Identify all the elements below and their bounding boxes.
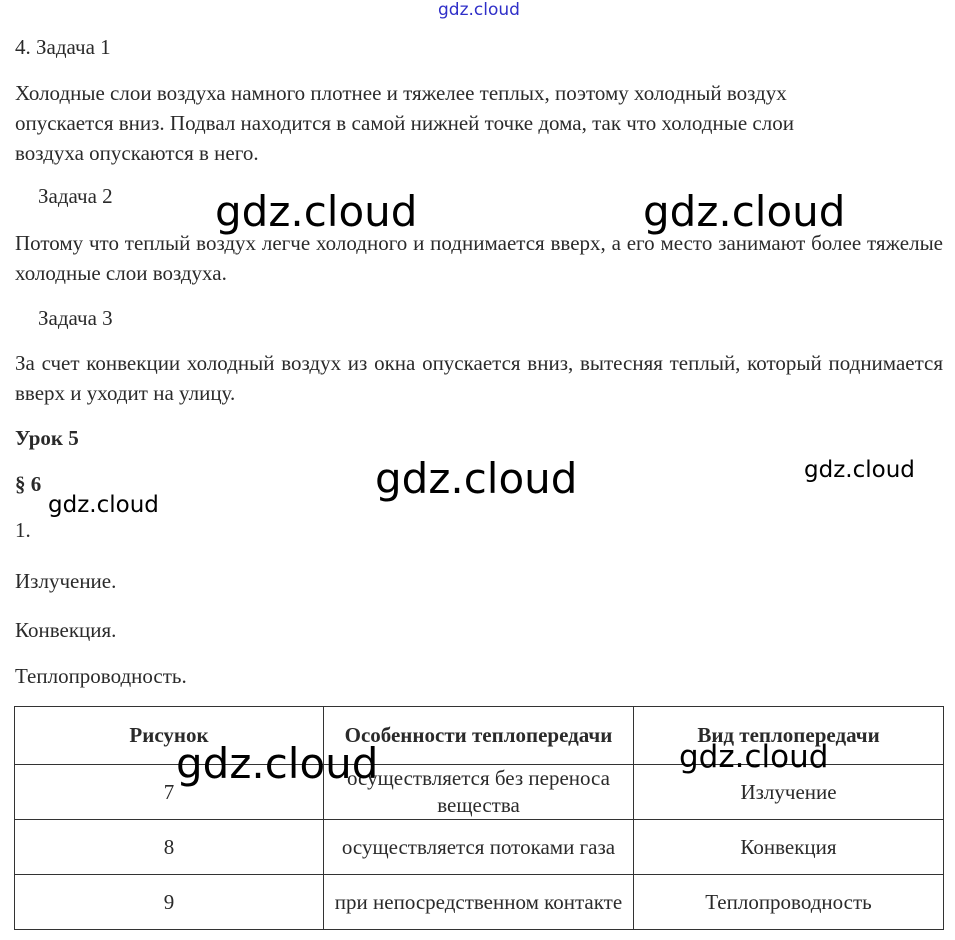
cell-type: Излучение <box>634 765 944 820</box>
cell-figure: 8 <box>15 820 324 875</box>
watermark: gdz.cloud <box>643 187 846 236</box>
cell-feature: при непосредственном контакте <box>324 875 634 930</box>
task1-line-3: воздуха опускаются в него. <box>15 141 259 165</box>
cell-feature: осуществляется без переноса вещества <box>324 765 634 820</box>
cell-feature: осуществляется потоками газа <box>324 820 634 875</box>
watermark: gdz.cloud <box>375 454 578 503</box>
task3-heading: Задача 3 <box>38 306 113 330</box>
section-heading: § 6 <box>15 472 42 496</box>
cell-type: Теплопроводность <box>634 875 944 930</box>
answer-convection: Конвекция. <box>15 618 117 642</box>
task2-heading: Задача 2 <box>38 184 113 208</box>
header-type: Вид теплопередачи <box>634 707 944 765</box>
watermark: gdz.cloud <box>48 492 159 518</box>
cell-figure: 7 <box>15 765 324 820</box>
table-row <box>15 875 944 930</box>
header-figure: Рисунок <box>15 707 324 765</box>
cell-figure: 9 <box>15 875 324 930</box>
item-number: 1. <box>15 518 31 542</box>
task3-text: За счет конвекции холодный воздух из окна опускается вниз, вытесняя теплый, который поднимается вверх и уходит на улицу. <box>15 351 943 405</box>
watermark: gdz.cloud <box>215 187 418 236</box>
task1-line-1: Холодные слои воздуха намного плотнее и тяжелее теплых, поэтому холодный воздух <box>15 81 787 105</box>
answer-radiation: Излучение. <box>15 569 117 593</box>
lesson-heading: Урок 5 <box>15 426 79 450</box>
header-features: Особенности теплопередачи <box>324 707 634 765</box>
watermark: gdz.cloud <box>804 457 915 483</box>
table-row <box>15 820 944 875</box>
task1-line-2: опускается вниз. Подвал находится в самой нижней точке дома, так что холодные слои <box>15 111 794 135</box>
task2-text: Потому что теплый воздух легче холодного и поднимается вверх, а его место занимают более тяжелые холодные слои воздуха. <box>15 231 943 285</box>
cell-type: Конвекция <box>634 820 944 875</box>
task1-heading: 4. Задача 1 <box>15 35 111 59</box>
answer-conduction: Теплопроводность. <box>15 664 187 688</box>
watermark: gdz.cloud <box>176 739 379 788</box>
top-watermark: gdz.cloud <box>438 0 520 20</box>
watermark: gdz.cloud <box>679 739 829 775</box>
